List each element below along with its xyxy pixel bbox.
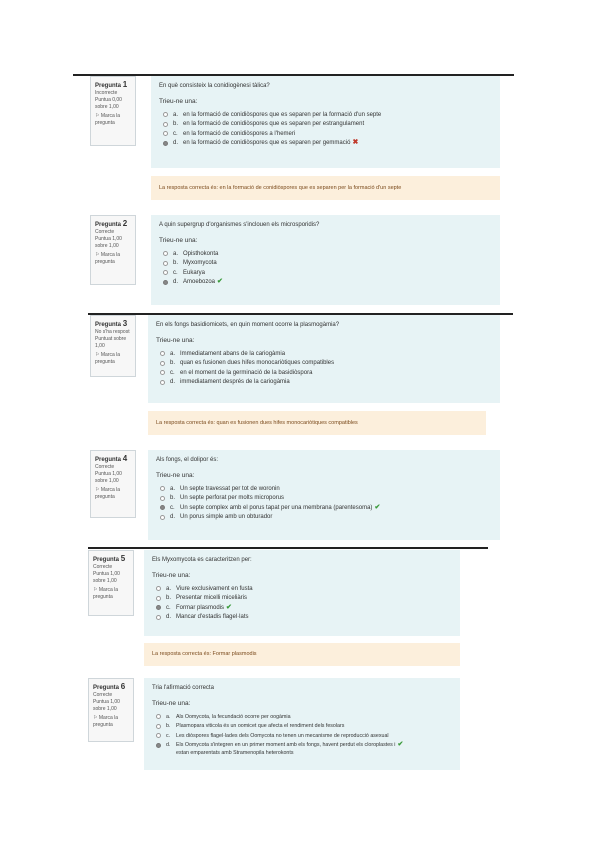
radio-button-selected[interactable] [160, 505, 165, 510]
question-info-5 [88, 550, 134, 616]
answer-option-a[interactable]: a. Als Oomycota, la fecundació ocorre per oogàmia [156, 712, 452, 722]
question-text: En els fongs basidiomicets, en quin moment ocorre la plasmogàmia? [156, 322, 340, 328]
answer-option-d[interactable]: d. immediatament després de la cariogàmia [160, 378, 492, 388]
radio-button[interactable] [163, 270, 168, 275]
answer-option-d[interactable]: d. Un porus simple amb un obturador [160, 513, 492, 523]
answer-prompt: Trieu-ne una: [152, 700, 191, 707]
question-label: Pregunta [95, 457, 122, 463]
radio-button[interactable] [160, 380, 165, 385]
flag-question-link[interactable]: ⚐ Marca la pregunta [95, 352, 121, 365]
radio-button[interactable] [160, 486, 165, 491]
question-card-2 [151, 215, 500, 305]
radio-button-selected[interactable] [156, 605, 161, 610]
flag-icon: ⚐ [93, 587, 98, 593]
answer-option-d-continuation: estan emparentats amb Stramenopila heterokonts [176, 750, 294, 756]
answer-option-b[interactable]: b. quan es fusionen dues hifes monocariòtiques compatibles [160, 359, 492, 369]
answer-prompt: Trieu-ne una: [156, 337, 195, 344]
flag-icon: ⚐ [95, 487, 100, 493]
answer-option-c[interactable]: c. Les diòspores flagel·lades dels Oomycota no tenen un mecanisme de reproducció asexual [156, 731, 452, 741]
question-number: 3 [122, 319, 128, 328]
question-state: Correcte [95, 229, 115, 235]
radio-button[interactable] [156, 733, 161, 738]
question-label: Pregunta [93, 685, 120, 691]
answer-option-b[interactable]: b. Presentar micelli miceliàris [156, 594, 452, 604]
question-card-6 [144, 678, 460, 770]
correct-check-icon: ✔ [226, 603, 232, 611]
correct-answer-text: La resposta correcta és: quan es fusionen dues hifes monocariòtiques compatibles [156, 420, 358, 426]
question-info-1 [90, 76, 136, 146]
flag-question-link[interactable]: ⚐ Marca la pregunta [95, 252, 121, 265]
correct-check-icon: ✔ [217, 278, 223, 286]
question-score: Puntua 0,00 sobre 1,00 [95, 97, 122, 110]
question-score: Puntua 1,00 sobre 1,00 [93, 699, 120, 712]
flag-icon: ⚐ [95, 252, 100, 258]
question-score: Puntua 1,00 sobre 1,00 [95, 236, 122, 249]
answer-option-b[interactable]: b. Myxomycota [163, 259, 492, 269]
flag-question-link[interactable]: ⚐ Marca la pregunta [93, 587, 119, 600]
answer-option-a[interactable]: a. Un septe travessat per tot de woronin [160, 484, 492, 494]
radio-button[interactable] [160, 351, 165, 356]
radio-button-selected[interactable] [163, 280, 168, 285]
question-text: Els Myxomycota es caracteritzen per: [152, 557, 252, 563]
question-text: Tria l'afirmació correcta [152, 685, 214, 691]
answer-option-b[interactable]: b. Plasmopara viticola és un oomicet que afecta el rendiment dels fesolars [156, 722, 452, 732]
incorrect-icon: ✖ [352, 139, 359, 147]
radio-button-selected[interactable] [156, 743, 161, 748]
question-text: Als fongs, el dolipor és: [156, 457, 219, 463]
answer-option-b[interactable]: b. Un septe perforat per molts microporus [160, 494, 492, 504]
question-info-4 [90, 450, 136, 518]
question-number: 1 [122, 80, 128, 89]
answer-option-a[interactable]: a. Opisthokonta [163, 249, 492, 259]
question-number: 5 [120, 554, 126, 563]
question-label: Pregunta [95, 83, 122, 89]
question-score: Puntua 1,00 sobre 1,00 [95, 471, 122, 484]
radio-button[interactable] [160, 515, 165, 520]
feedback-box-5 [144, 643, 460, 666]
question-number: 2 [122, 219, 128, 228]
radio-button[interactable] [156, 724, 161, 729]
radio-button[interactable] [160, 370, 165, 375]
radio-button[interactable] [156, 714, 161, 719]
flag-question-link[interactable]: ⚐ Marca la pregunta [93, 715, 119, 728]
answer-option-a[interactable]: a. Immediatament abans de la cariogàmia [160, 349, 492, 359]
flag-question-link[interactable]: ⚐ Marca la pregunta [95, 487, 121, 500]
question-label: Pregunta [95, 322, 122, 328]
radio-button[interactable] [163, 261, 168, 266]
radio-button[interactable] [163, 122, 168, 127]
question-card-1 [151, 76, 500, 168]
question-label: Pregunta [95, 222, 122, 228]
answer-option-b[interactable]: b. en la formació de conidiòspores que es separen per estrangulament [163, 120, 492, 130]
radio-button[interactable] [160, 496, 165, 501]
feedback-box-3 [148, 411, 486, 435]
question-info-2 [90, 215, 136, 285]
question-state: Correcte [93, 692, 113, 698]
radio-button-selected[interactable] [163, 141, 168, 146]
question-state: No s'ha respost [95, 329, 130, 335]
answer-prompt: Trieu-ne una: [152, 572, 191, 579]
flag-icon: ⚐ [95, 352, 100, 358]
question-state: Correcte [93, 564, 113, 570]
question-score: Puntua 1,00 sobre 1,00 [93, 571, 120, 584]
flag-icon: ⚐ [95, 113, 100, 119]
answer-prompt: Trieu-ne una: [159, 98, 198, 105]
radio-button[interactable] [156, 615, 161, 620]
radio-button[interactable] [156, 596, 161, 601]
answer-option-c[interactable]: c. Un septe complex amb el porus tapat per una membrana (parentesoma) ✔ [160, 503, 492, 513]
answer-option-c[interactable]: c. en el moment de la germinació de la basidiòspora [160, 368, 492, 378]
question-state: Correcte [95, 464, 115, 470]
correct-check-icon: ✔ [397, 741, 404, 749]
question-text: En què consisteix la conidiogènesi tàlica? [159, 83, 270, 89]
answer-option-d[interactable]: d. Els Oomycota s'integren en un primer moment amb els fongs, havent perdut els cloroplastes i ✔ [156, 741, 452, 751]
correct-check-icon: ✔ [374, 503, 381, 511]
correct-answer-text: La resposta correcta és: en la formació de conidiòspores que es separen per la formació d'un septe [159, 185, 402, 191]
radio-button[interactable] [163, 131, 168, 136]
flag-icon: ⚐ [93, 715, 98, 721]
question-card-3 [148, 315, 500, 403]
feedback-box-1 [151, 176, 500, 200]
answer-option-d[interactable]: d. Amoebozoa ✔ [163, 278, 492, 288]
answer-prompt: Trieu-ne una: [156, 472, 195, 479]
question-state: Incorrecte [95, 90, 118, 96]
correct-answer-text: La resposta correcta és: Formar plasmodis [152, 651, 257, 657]
answer-option-d[interactable]: d. Mancar d'estadis flagel·lats [156, 613, 452, 623]
question-text: A quin supergrup d'organismes s'inclouen els microsporidis? [159, 222, 320, 228]
question-info-3 [90, 315, 136, 377]
answer-option-c[interactable]: c. Formar plasmodis ✔ [156, 603, 452, 613]
answer-option-c[interactable]: c. en la formació de conidiòspores a l'hemeri [163, 129, 492, 139]
radio-button[interactable] [156, 586, 161, 591]
radio-button[interactable] [163, 112, 168, 117]
radio-button[interactable] [163, 251, 168, 256]
radio-button[interactable] [160, 361, 165, 366]
question-label: Pregunta [93, 557, 120, 563]
question-score: Puntuat sobre 1,00 [95, 336, 127, 349]
question-number: 6 [120, 682, 126, 691]
flag-question-link[interactable]: ⚐ Marca la pregunta [95, 113, 121, 126]
answer-option-d[interactable]: d. en la formació de conidiòspores que es separen per gemmació ✖ [163, 139, 492, 149]
answer-option-a[interactable]: a. Viure exclusivament en fusta [156, 584, 452, 594]
question-info-6 [88, 678, 134, 742]
answer-option-c[interactable]: c. Eukarya [163, 268, 492, 278]
question-card-5 [144, 550, 460, 636]
question-number: 4 [122, 454, 128, 463]
page-rule [88, 547, 488, 549]
answer-option-a[interactable]: a. en la formació de conidiòspores que es separen per la formació d'un septe [163, 110, 492, 120]
answer-prompt: Trieu-ne una: [159, 237, 198, 244]
question-card-4 [148, 450, 500, 540]
